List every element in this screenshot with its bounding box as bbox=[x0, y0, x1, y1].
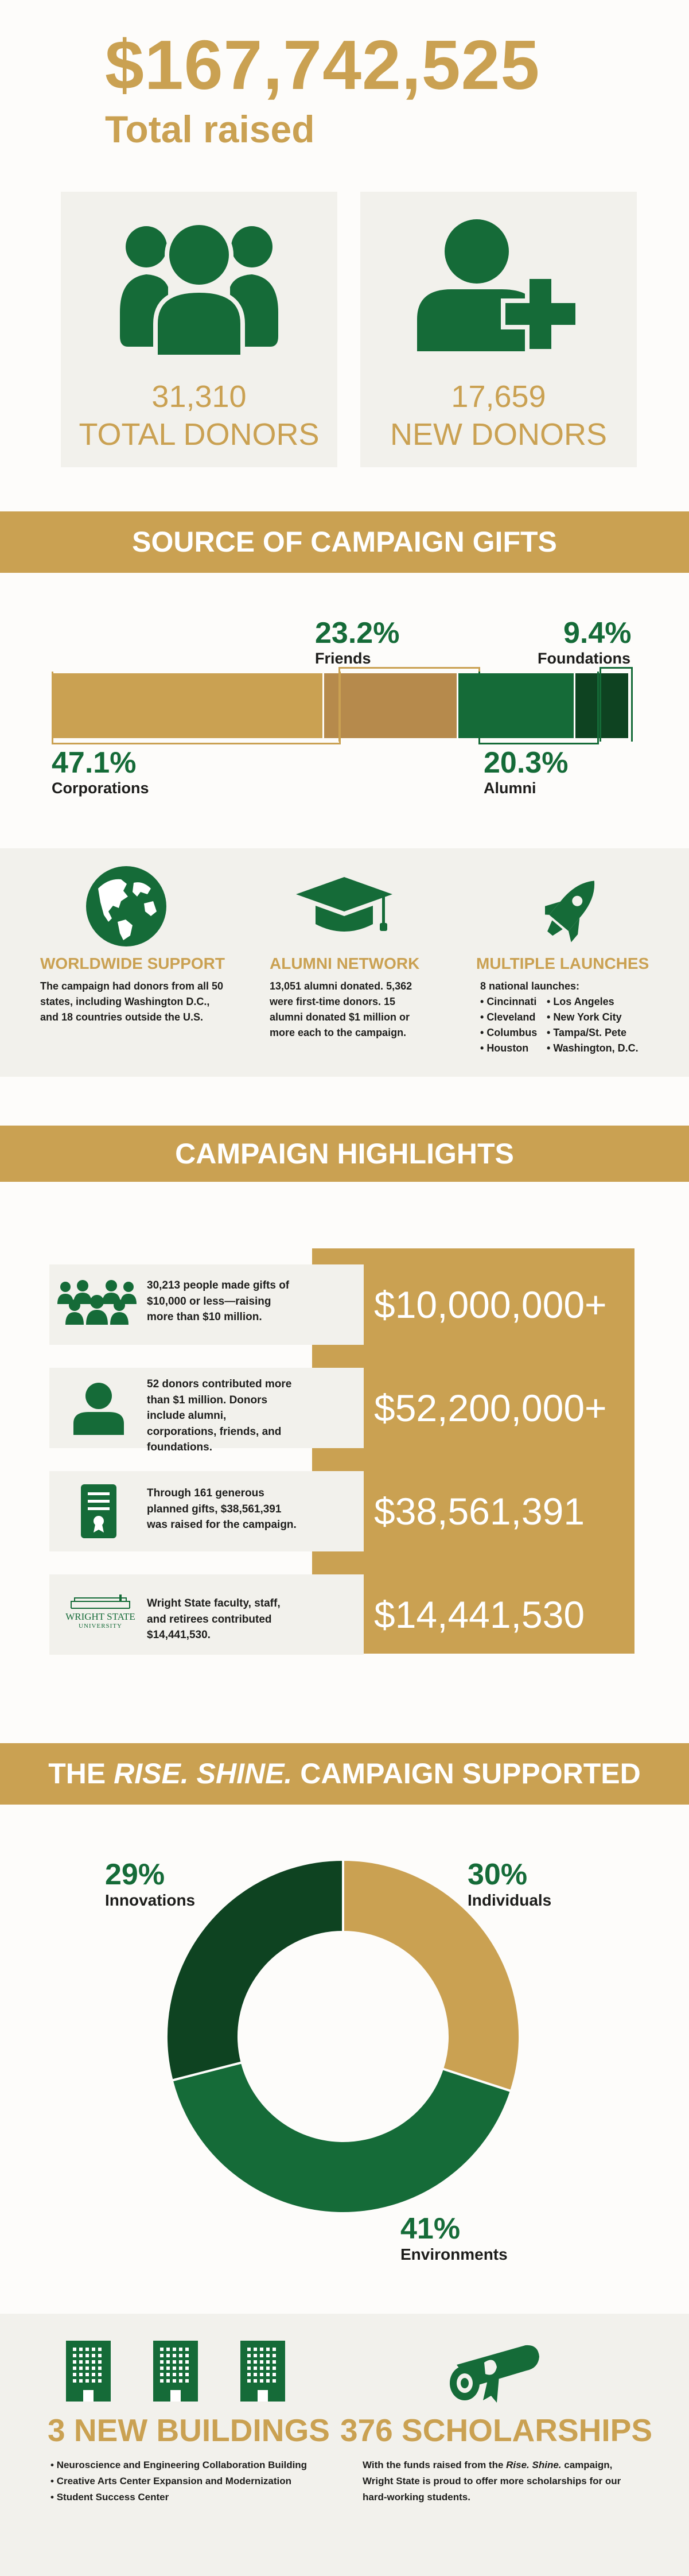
city-item: • Washington, D.C. bbox=[547, 1041, 639, 1056]
foundations-pct: 9.4% bbox=[563, 616, 632, 650]
campaign-title-em: RISE. SHINE. bbox=[114, 1758, 293, 1790]
highlight-amount-4: $14,441,530 bbox=[374, 1593, 585, 1636]
environments-label: Environments bbox=[400, 2245, 508, 2263]
building-icon bbox=[66, 2341, 111, 2402]
globe-icon bbox=[85, 866, 167, 947]
wright-state-logo bbox=[64, 1595, 137, 1632]
highlight-text-1: 30,213 people made gifts of $10,000 or less—raising more than $10 million. bbox=[147, 1279, 290, 1324]
rocket-icon bbox=[545, 872, 598, 944]
scholarships-text bbox=[363, 2457, 624, 2505]
highlights-banner: CAMPAIGN HIGHLIGHTS bbox=[0, 1126, 689, 1182]
scholar-text-em: Rise. Shine. bbox=[506, 2459, 562, 2470]
foundations-label: Foundations bbox=[538, 650, 630, 667]
friends-bracket bbox=[338, 667, 480, 742]
alumni-bracket bbox=[478, 672, 599, 744]
support-donut-chart bbox=[165, 1858, 521, 2215]
highlight-amount-2: $52,200,000+ bbox=[374, 1387, 607, 1429]
logo-line-1: WRIGHT STATE bbox=[65, 1611, 135, 1622]
highlight-amount-3: $38,561,391 bbox=[374, 1490, 585, 1533]
foundations-bracket bbox=[600, 667, 633, 742]
alumni-network-text: 13,051 alumni donated. 5,362 were first-time donors. 15 alumni donated $1 million or more each to the campaign. bbox=[270, 980, 412, 1038]
alumni-pct: 20.3% bbox=[484, 746, 569, 779]
corporations-pct: 47.1% bbox=[52, 746, 137, 779]
source-banner: SOURCE OF CAMPAIGN GIFTS bbox=[0, 511, 689, 573]
corporations-bracket bbox=[52, 672, 341, 744]
highlight-text-4: Wright State faculty, staff, and retirees contributed $14,441,530. bbox=[147, 1597, 281, 1642]
new-donors-number: 17,659 bbox=[451, 379, 546, 414]
highlight-text-2: 52 donors contributed more than $1 million. Donors include alumni, corporations, friends, and foundations. bbox=[147, 1378, 292, 1454]
building-item: • Creative Arts Center Expansion and Modernization bbox=[50, 2473, 307, 2489]
diploma-icon bbox=[439, 2341, 543, 2405]
city-item: • Houston bbox=[480, 1041, 537, 1056]
graduation-cap-icon bbox=[296, 877, 392, 939]
campaign-banner bbox=[0, 1743, 689, 1805]
scholar-text-pre: With the funds raised from the bbox=[363, 2459, 507, 2470]
launch-cities-left bbox=[480, 994, 537, 1056]
worldwide-support-title: WORLDWIDE SUPPORT bbox=[40, 955, 225, 972]
user-plus-icon bbox=[417, 216, 583, 354]
highlight-amount-1: $10,000,000+ bbox=[374, 1283, 607, 1326]
alumni-network-title: ALUMNI NETWORK bbox=[270, 955, 420, 972]
city-item: • Cleveland bbox=[480, 1010, 537, 1025]
building-icon bbox=[240, 2341, 285, 2402]
highlight-text-3: Through 161 generous planned gifts, $38,561,391 was raised for the campaign. bbox=[147, 1487, 297, 1531]
group-icon bbox=[120, 215, 278, 358]
innovations-pct: 29% bbox=[105, 1858, 165, 1891]
alumni-label: Alumni bbox=[484, 779, 536, 797]
campaign-title-pre: THE bbox=[48, 1758, 114, 1790]
building-item: • Neuroscience and Engineering Collaboration Building bbox=[50, 2457, 307, 2473]
friends-pct: 23.2% bbox=[315, 616, 400, 650]
innovations-label: Innovations bbox=[105, 1891, 196, 1909]
city-item: • New York City bbox=[547, 1010, 639, 1025]
certificate-icon bbox=[81, 1484, 116, 1538]
corporations-label: Corporations bbox=[52, 779, 149, 797]
city-item: • Tampa/St. Pete bbox=[547, 1025, 639, 1041]
card-arrow bbox=[306, 1471, 334, 1551]
card-arrow bbox=[306, 1264, 334, 1345]
launches-intro: 8 national launches: bbox=[480, 980, 580, 992]
card-arrow bbox=[306, 1574, 334, 1655]
card-arrow bbox=[306, 1368, 334, 1448]
scholar-text-post: campaign, Wright State is proud to offer more scholarships for our hard-working students. bbox=[363, 2459, 621, 2503]
total-raised-label: Total raised bbox=[105, 108, 315, 150]
logo-line-2: UNIVERSITY bbox=[79, 1623, 122, 1630]
building-outline-icon bbox=[70, 1595, 131, 1609]
buildings-title: 3 NEW BUILDINGS bbox=[48, 2412, 330, 2448]
person-icon bbox=[73, 1382, 124, 1435]
total-donors-card bbox=[61, 192, 337, 467]
friends-label: Friends bbox=[315, 650, 371, 667]
new-donors-card bbox=[360, 192, 637, 467]
building-icon bbox=[153, 2341, 198, 2402]
scholarships-title: 376 SCHOLARSHIPS bbox=[340, 2412, 653, 2448]
launch-cities-right bbox=[547, 994, 639, 1056]
buildings-list bbox=[50, 2457, 307, 2505]
city-item: • Los Angeles bbox=[547, 994, 639, 1010]
total-raised-amount: $167,742,525 bbox=[105, 26, 540, 104]
campaign-title-post: CAMPAIGN SUPPORTED bbox=[292, 1758, 641, 1790]
total-donors-number: 31,310 bbox=[151, 379, 247, 414]
city-item: • Columbus bbox=[480, 1025, 537, 1041]
worldwide-support-text: The campaign had donors from all 50 states, including Washington D.C., and 18 countries outside the U.S. bbox=[40, 980, 224, 1023]
individuals-label: Individuals bbox=[468, 1891, 552, 1909]
individuals-pct: 30% bbox=[468, 1858, 528, 1891]
multiple-launches-title: MULTIPLE LAUNCHES bbox=[476, 955, 649, 972]
crowd-icon bbox=[56, 1279, 138, 1327]
total-donors-label: TOTAL DONORS bbox=[79, 417, 320, 452]
donut-slice-environments bbox=[172, 2062, 511, 2213]
building-item: • Student Success Center bbox=[50, 2489, 307, 2505]
new-donors-label: NEW DONORS bbox=[390, 417, 607, 452]
environments-pct: 41% bbox=[400, 2212, 461, 2245]
city-item: • Cincinnati bbox=[480, 994, 537, 1010]
